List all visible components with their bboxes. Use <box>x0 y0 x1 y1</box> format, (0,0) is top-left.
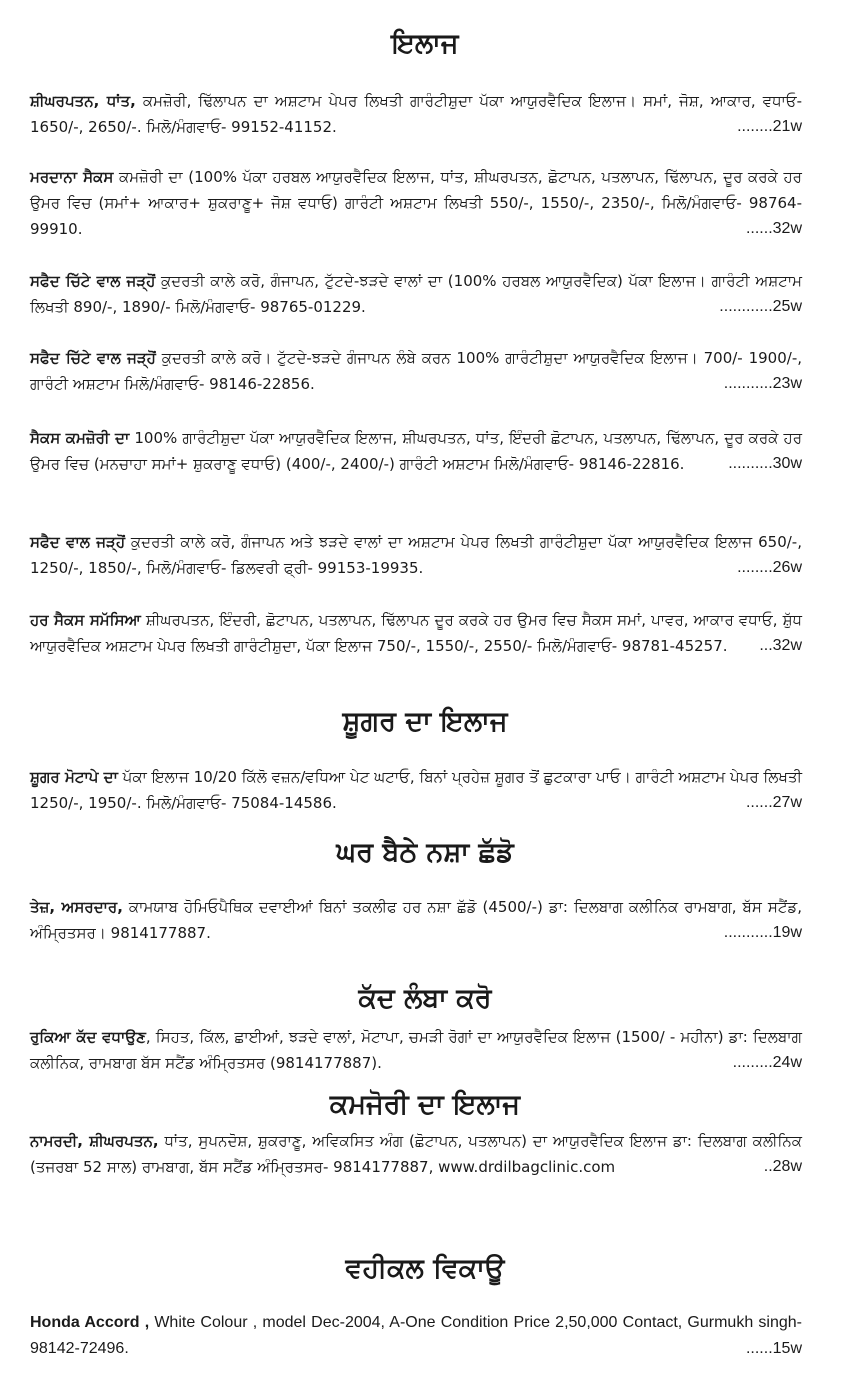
ad-item <box>30 607 802 659</box>
ad-body: ਕੁਦਰਤੀ ਕਾਲੇ ਕਰੋ, ਗੰਜਾਪਨ, ਟੁੱਟਦੇ-ਝੜਦੇ ਵਾਲਾਂ ਦਾ (100% ਹਰਬਲ ਆਯੁਰਵੈਦਿਕ) ਪੱਕਾ ਇਲਾਜ। ਗਾਰੰਟੀ ਅਸ਼ਟਾਮ ਲਿਖਤੀ 890/-, 1890/- ਮਿਲੋ/ਮੰਗਵਾਓ- 98765-01229. <box>30 272 802 316</box>
ad-lead: ਸਫੈਦ ਚਿੱਟੇ ਵਾਲ ਜੜ੍ਹੋਂ <box>30 349 156 367</box>
ad-code: ............25w <box>719 298 802 315</box>
ad-code: ........21w <box>737 118 802 135</box>
ad-lead: ਸ਼ੂਗਰ ਮੋਟਾਪੇ ਦਾ <box>30 768 118 786</box>
ad-item <box>30 88 802 140</box>
ad-code: ...........23w <box>723 375 802 392</box>
ad-item <box>30 1310 802 1362</box>
ad-body: 100% ਗਾਰੰਟੀਸ਼ੁਦਾ ਪੱਕਾ ਆਯੁਰਵੈਦਿਕ ਇਲਾਜ, ਸ਼ੀਘਰਪਤਨ, ਧਾਂਤ, ਇੰਦਰੀ ਛੋਟਾਪਨ, ਪਤਲਾਪਨ, ਢਿੱਲਾਪਨ, ਦੂਰ ਕਰਕੇ ਹਰ ਉਮਰ ਵਿਚ (ਮਨਚਾਹਾ ਸਮਾਂ+ ਸ਼ੁਕਰਾਣੂ ਵਧਾਓ) (400/-, 2400/-) ਗਾਰੰਟੀ ਅਸ਼ਟਾਮ ਮਿਲੋ/ਮੰਗਵਾਓ- 98146-22816. <box>30 429 802 473</box>
ad-body: ਕਮਜ਼ੋਰੀ ਦਾ (100% ਪੱਕਾ ਹਰਬਲ ਆਯੁਰਵੈਦਿਕ ਇਲਾਜ, ਧਾਂਤ, ਸ਼ੀਘਰਪਤਨ, ਛੋਟਾਪਨ, ਪਤਲਾਪਨ, ਢਿੱਲਾਪਨ, ਦੂਰ ਕਰਕੇ ਹਰ ਉਮਰ ਵਿਚ (ਸਮਾਂ+ ਆਕਾਰ+ ਸ਼ੁਕਰਾਣੂ+ ਜੋਸ਼ ਵਧਾਓ) ਗਾਰੰਟੀ ਅਸ਼ਟਾਮ ਲਿਖਤੀ 550/-, 1550/-, 2350/-, ਮਿਲੋ/ਮੰਗਵਾਓ- 98764-99910. <box>30 168 802 238</box>
section-heading-treatment: ਇਲਾਜ <box>391 28 459 59</box>
ad-lead: ਸ਼ੀਘਰਪਤਨ, ਧਾਂਤ, <box>30 92 136 110</box>
ad-item <box>30 1024 802 1076</box>
ad-item <box>30 1128 802 1180</box>
ad-lead: ਸਫੈਦ ਵਾਲ ਜੜ੍ਹੋਂ <box>30 533 126 551</box>
ad-item <box>30 764 802 816</box>
ad-item <box>30 425 802 477</box>
ad-lead: ਤੇਜ਼, ਅਸਰਦਾਰ, <box>30 898 123 916</box>
ad-lead: ਨਾਮਰਦੀ, ਸ਼ੀਘਰਪਤਨ, <box>30 1132 159 1150</box>
ad-body: ਪੱਕਾ ਇਲਾਜ 10/20 ਕਿੱਲੋ ਵਜ਼ਨ/ਵਧਿਆ ਪੇਟ ਘਟਾਓ, ਬਿਨਾਂ ਪ੍ਰਹੇਜ਼ ਸ਼ੂਗਰ ਤੋਂ ਛੁਟਕਾਰਾ ਪਾਓ। ਗਾਰੰਟੀ ਅਸ਼ਟਾਮ ਪੇਪਰ ਲਿਖਤੀ 1250/-, 1950/-. ਮਿਲੋ/ਮੰਗਵਾਓ- 75084-14586. <box>30 768 802 812</box>
ad-code: ......15w <box>745 1340 802 1357</box>
ad-code: ......32w <box>745 220 802 237</box>
ad-item <box>30 164 802 242</box>
ad-body: ਕਾਮਯਾਬ ਹੋਮਿਓਪੈਥਿਕ ਦਵਾਈਆਂ ਬਿਨਾਂ ਤਕਲੀਫ ਹਰ ਨਸ਼ਾ ਛੱਡੋ (4500/-) ਡਾ: ਦਿਲਬਾਗ ਕਲੀਨਿਕ ਰਾਮਬਾਗ, ਬੱਸ ਸਟੈਂਡ, ਅੰਮ੍ਰਿਤਸਰ। 9814177887. <box>30 898 802 942</box>
ad-body: , ਸਿਹਤ, ਕਿੱਲ, ਛਾਈਆਂ, ਝੜਦੇ ਵਾਲਾਂ, ਮੋਟਾਪਾ, ਚਮੜੀ ਰੋਗਾਂ ਦਾ ਆਯੁਰਵੈਦਿਕ ਇਲਾਜ (1500/ - ਮਹੀਨਾ) ਡਾ: ਦਿਲਬਾਗ ਕਲੀਨਿਕ, ਰਾਮਬਾਗ ਬੱਸ ਸਟੈਂਡ ਅੰਮ੍ਰਿਤਸਰ (9814177887). <box>30 1028 802 1072</box>
section-heading-height: ਕੱਦ ਲੰਬਾ ਕਰੋ <box>358 983 492 1014</box>
ad-body: ਕੁਦਰਤੀ ਕਾਲੇ ਕਰੋ, ਗੰਜਾਪਨ ਅਤੇ ਝੜਦੇ ਵਾਲਾਂ ਦਾ ਅਸ਼ਟਾਮ ਪੇਪਰ ਲਿਖਤੀ ਗਾਰੰਟੀਸ਼ੁਦਾ ਪੱਕਾ ਆਯੁਰਵੈਦਿਕ ਇਲਾਜ 650/-, 1250/-, 1850/-, ਮਿਲੋ/ਮੰਗਵਾਓ- ਡਿਲਵਰੀ ਫ੍ਰੀ- 99153-19935. <box>30 533 802 577</box>
section-heading-vehicle-sale: ਵਹੀਕਲ ਵਿਕਾਊ <box>345 1253 505 1284</box>
ad-body: ਕੁਦਰਤੀ ਕਾਲੇ ਕਰੋ। ਟੁੱਟਦੇ-ਝੜਦੇ ਗੰਜਾਪਨ ਲੰਬੇ ਕਰਨ 100% ਗਾਰੰਟੀਸ਼ੁਦਾ ਆਯੁਰਵੈਦਿਕ ਇਲਾਜ। 700/- 1900/-, ਗਾਰੰਟੀ ਅਸ਼ਟਾਮ ਮਿਲੋ/ਮੰਗਵਾਓ- 98146-22856. <box>30 349 803 393</box>
ad-lead: ਸੈਕਸ ਕਮਜ਼ੋਰੀ ਦਾ <box>30 429 130 447</box>
ad-lead: ਮਰਦਾਨਾ ਸੈਕਸ <box>30 168 114 186</box>
ad-lead: Honda Accord , <box>30 1314 150 1331</box>
ad-body: ਸ਼ੀਘਰਪਤਨ, ਇੰਦਰੀ, ਛੋਟਾਪਨ, ਪਤਲਾਪਨ, ਢਿੱਲਾਪਨ ਦੂਰ ਕਰਕੇ ਹਰ ਉਮਰ ਵਿਚ ਸੈਕਸ ਸਮਾਂ, ਪਾਵਰ, ਆਕਾਰ ਵਧਾਓ, ਸ਼ੁੱਧ ਆਯੁਰਵੈਦਿਕ ਅਸ਼ਟਾਮ ਪੇਪਰ ਲਿਖਤੀ ਗਾਰੰਟੀਸ਼ੁਦਾ, ਪੱਕਾ ਇਲਾਜ 750/-, 1550/-, 2550/- ਮਿਲੋ/ਮੰਗਵਾਓ- 98781-45257. <box>30 611 803 655</box>
ad-item <box>30 345 802 397</box>
ad-lead: ਰੁਕਿਆ ਕੱਦ ਵਧਾਉਣ <box>30 1028 146 1046</box>
ad-code: ..........30w <box>728 455 802 472</box>
ad-code: .........24w <box>732 1054 802 1071</box>
section-heading-quit-addiction: ਘਰ ਬੈਠੇ ਨਸ਼ਾ ਛੱਡੋ <box>336 837 514 868</box>
ad-lead: ਸਫੈਦ ਚਿੱਟੇ ਵਾਲ ਜੜ੍ਹੋਂ <box>30 272 156 290</box>
section-heading-sugar: ਸ਼ੂਗਰ ਦਾ ਇਲਾਜ <box>342 706 508 737</box>
ad-code: ...32w <box>759 637 802 654</box>
ad-code: ........26w <box>737 559 802 576</box>
ad-body: ਧਾਂਤ, ਸੁਪਨਦੋਸ਼, ਸ਼ੁਕਰਾਣੂ, ਅਵਿਕਸਿਤ ਅੰਗ (ਛੋਟਾਪਨ, ਪਤਲਾਪਨ) ਦਾ ਆਯੁਰਵੈਦਿਕ ਇਲਾਜ ਡਾ: ਦਿਲਬਾਗ ਕਲੀਨਿਕ (ਤਜਰਬਾ 52 ਸਾਲ) ਰਾਮਬਾਗ, ਬੱਸ ਸਟੈਂਡ ਅੰਮ੍ਰਿਤਸਰ- 9814177887, www.drdilbagclinic.com <box>30 1132 802 1176</box>
ad-item <box>30 529 802 581</box>
ad-body: ਕਮਜ਼ੋਰੀ, ਢਿੱਲਾਪਨ ਦਾ ਅਸ਼ਟਾਮ ਪੇਪਰ ਲਿਖਤੀ ਗਾਰੰਟੀਸ਼ੁਦਾ ਪੱਕਾ ਆਯੁਰਵੈਦਿਕ ਇਲਾਜ। ਸਮਾਂ, ਜੋਸ਼, ਆਕਾਰ, ਵਧਾਓ- 1650/-, 2650/-. ਮਿਲੋ/ਮੰਗਵਾਓ- 99152-41152. <box>30 92 802 136</box>
section-heading-weakness: ਕਮਜੋਰੀ ਦਾ ਇਲਾਜ <box>329 1089 521 1120</box>
ad-item <box>30 894 802 946</box>
ad-body: White Colour , model Dec-2004, A-One Condition Price 2,50,000 Contact, Gurmukh singh-98142-72496. <box>30 1314 803 1357</box>
ad-code: ..28w <box>763 1158 802 1175</box>
ad-lead: ਹਰ ਸੈਕਸ ਸਮੱਸਿਆ <box>30 611 141 629</box>
ad-item <box>30 268 802 320</box>
ad-code: ......27w <box>745 794 802 811</box>
ad-code: ...........19w <box>723 924 802 941</box>
